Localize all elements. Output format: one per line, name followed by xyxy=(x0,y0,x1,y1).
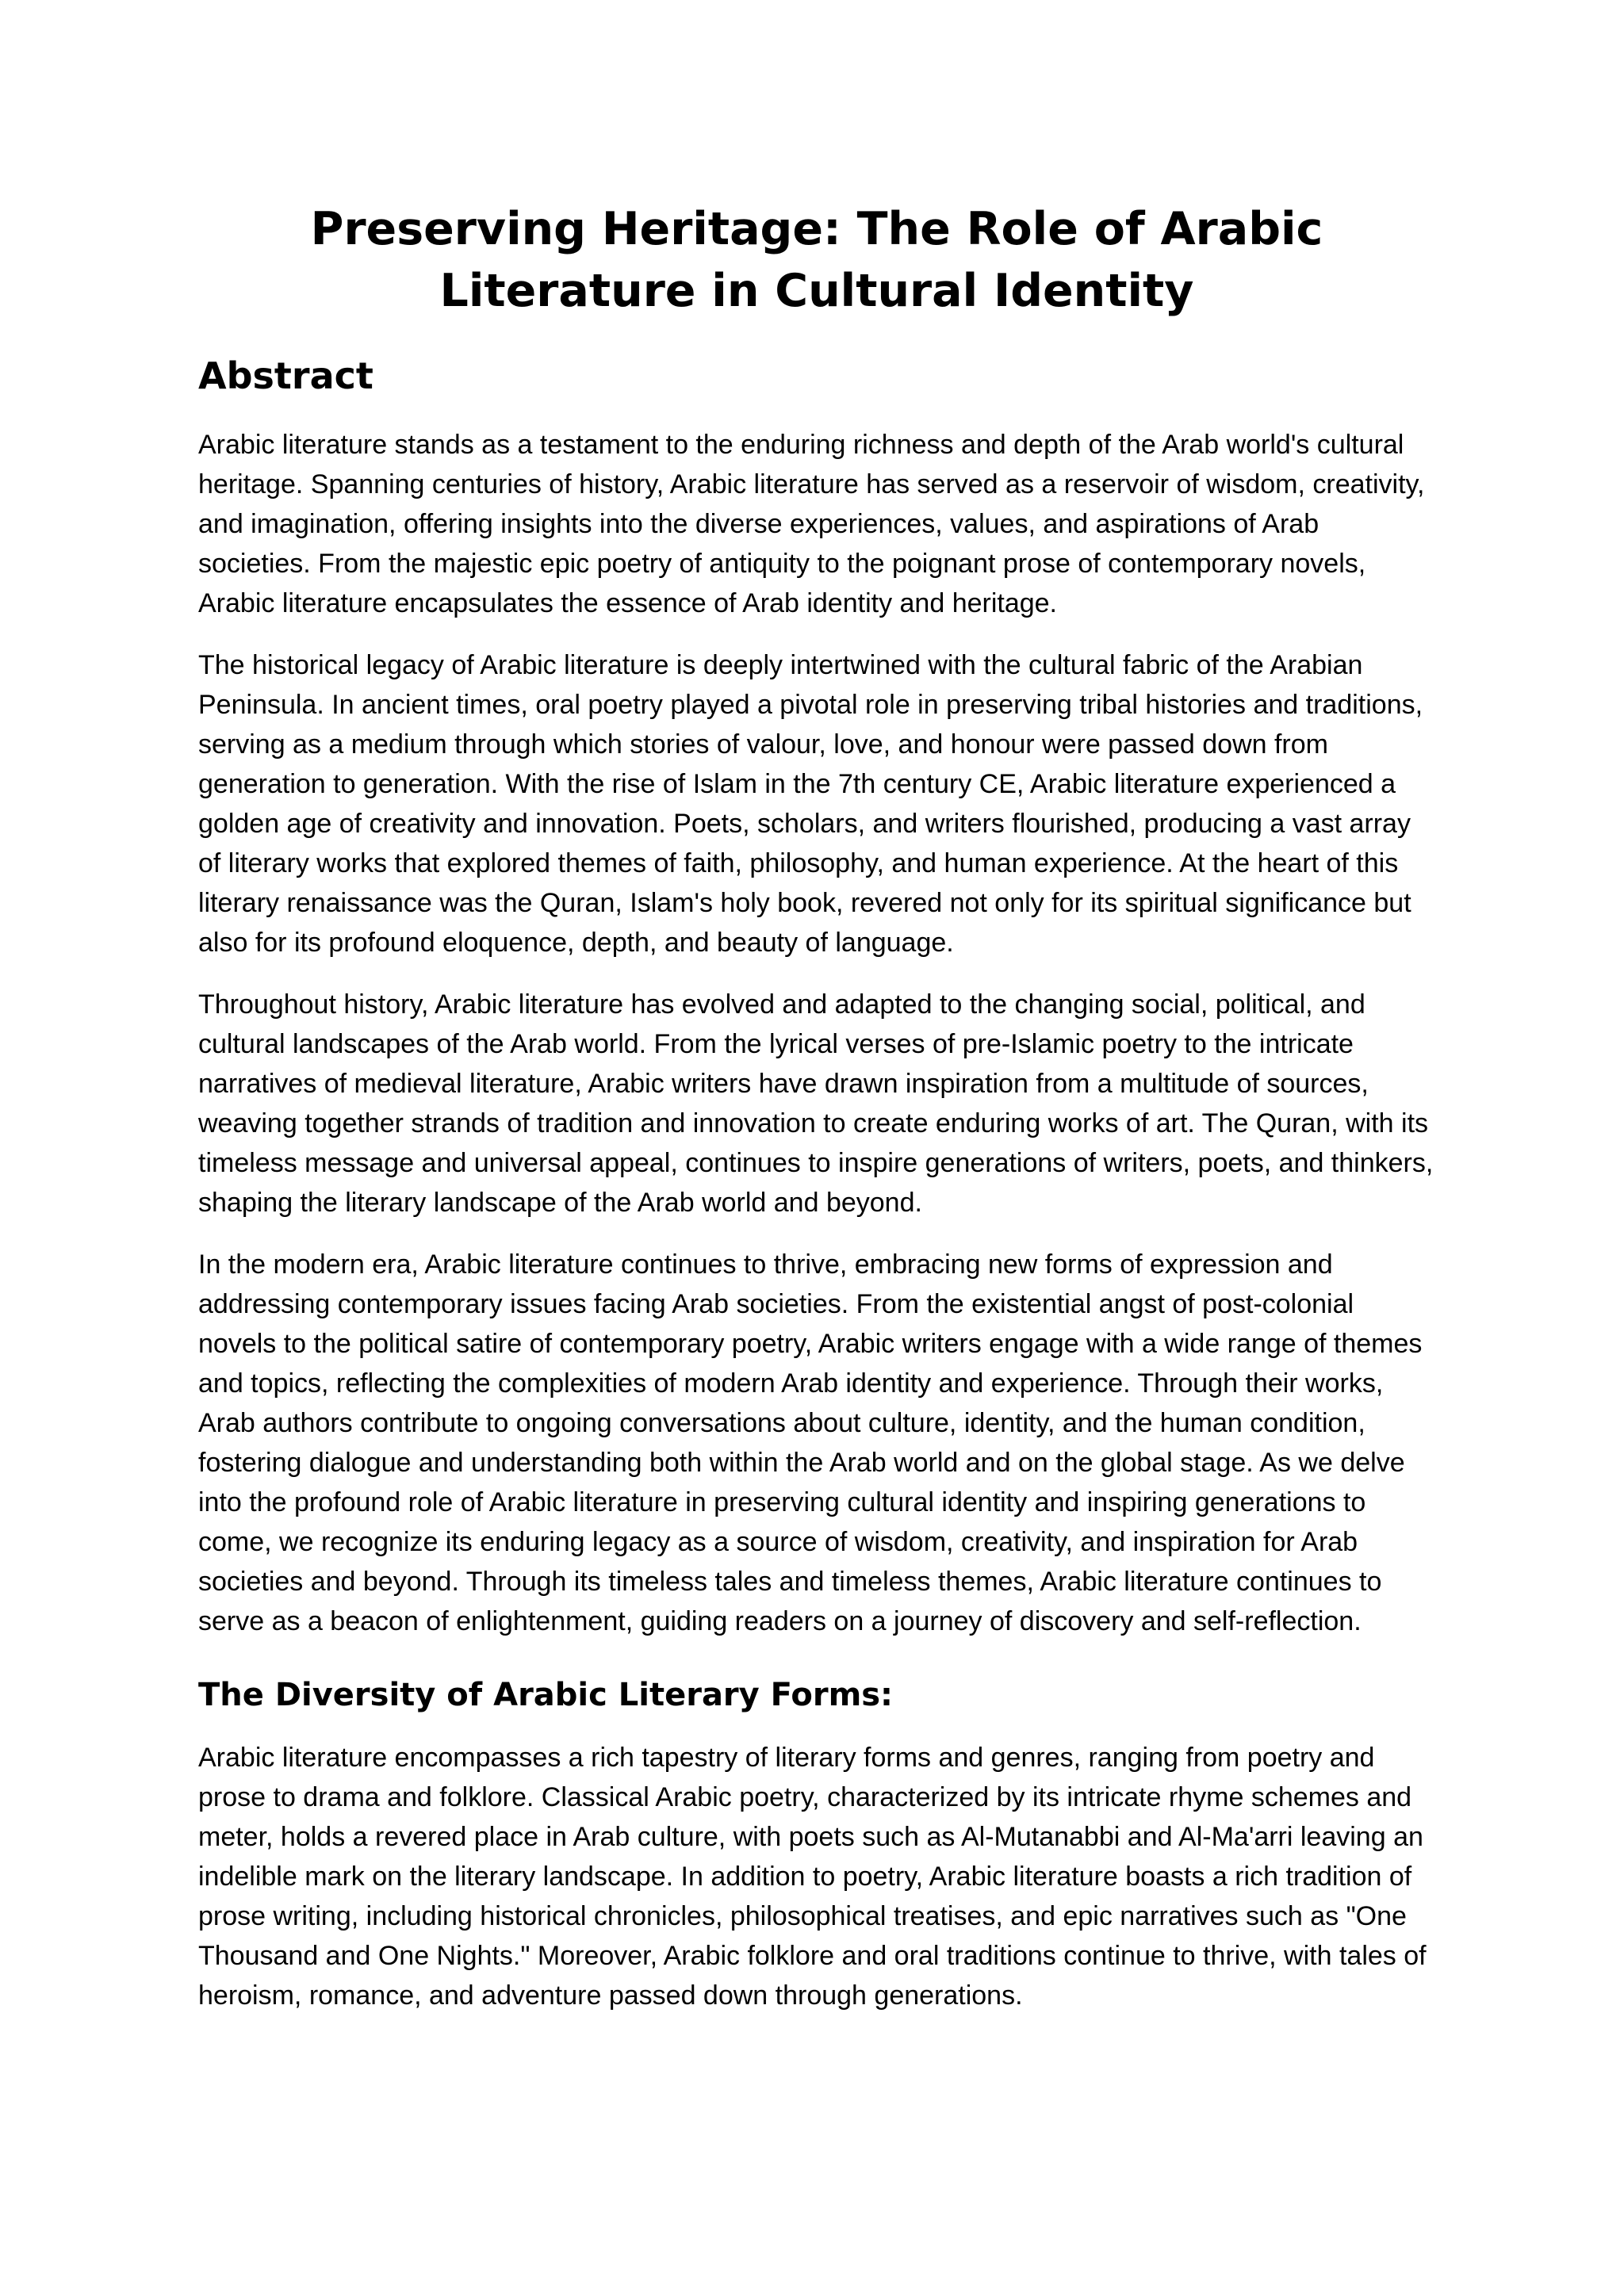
section-heading-diversity: The Diversity of Arabic Literary Forms: xyxy=(198,1677,894,1713)
abstract-paragraph-1: Arabic literature stands as a testament to the enduring richness and depth of the Arab world's cultural heritage. Spanning centuries of history, Arabic literature has served as a reservoir of wisdom, creativity, and imagination, offering insights into the diverse experiences, values, and aspirations of Arab societies. From the majestic epic poetry of antiquity to the poignant prose of contemporary novels, Arabic literature encapsulates the essence of Arab identity and heritage. xyxy=(198,430,1425,618)
abstract-paragraph-2: The historical legacy of Arabic literature is deeply intertwined with the cultural fabric of the Arabian Peninsula. In ancient times, oral poetry played a pivotal role in preserving tribal histories and traditions, serving as a medium through which stories of valour, love, and honour were passed down from generation to generation. With the rise of Islam in the 7th century CE, Arabic literature experienced a golden age of creativity and innovation. Poets, scholars, and writers flourished, producing a vast array of literary works that explored themes of faith, philosophy, and human experience. At the heart of this literary renaissance was the Quran, Islam's holy book, revered not only for its spiritual significance but also for its profound eloquence, depth, and beauty of language. xyxy=(198,650,1423,958)
document-title: Preserving Heritage: The Role of Arabic Literature in Cultural Identity xyxy=(310,203,1323,317)
abstract-paragraph-3: Throughout history, Arabic literature has evolved and adapted to the changing social, political, and cultural landscapes of the Arab world. From the lyrical verses of pre-Islamic poetry to the intricate narratives of medieval literature, Arabic writers have drawn inspiration from a multitude of sources, weaving together strands of tradition and innovation to create enduring works of art. The Quran, with its timeless message and universal appeal, continues to inspire generations of writers, poets, and thinkers, shaping the literary landscape of the Arab world and beyond. xyxy=(198,989,1434,1218)
document-content xyxy=(198,198,1435,2038)
section-heading-abstract: Abstract xyxy=(198,354,373,397)
abstract-paragraph-4: In the modern era, Arabic literature continues to thrive, embracing new forms of expression and addressing contemporary issues facing Arab societies. From the existential angst of post-colonial novels to the political satire of contemporary poetry, Arabic writers engage with a wide range of themes and topics, reflecting the complexities of modern Arab identity and experience. Through their works, Arab authors contribute to ongoing conversations about culture, identity, and the human condition, fostering dialogue and understanding both within the Arab world and on the global stage. As we delve into the profound role of Arabic literature in preserving cultural identity and inspiring generations to come, we recognize its enduring legacy as a source of wisdom, creativity, and inspiration for Arab societies and beyond. Through its timeless tales and timeless themes, Arabic literature continues to serve as a beacon of enlightenment, guiding readers on a journey of discovery and self-reflection. xyxy=(198,1249,1423,1636)
diversity-paragraph-1: Arabic literature encompasses a rich tapestry of literary forms and genres, ranging from poetry and prose to drama and folklore. Classical Arabic poetry, characterized by its intricate rhyme schemes and meter, holds a revered place in Arab culture, with poets such as Al-Mutanabbi and Al-Ma'arri leaving an indelible mark on the literary landscape. In addition to poetry, Arabic literature boasts a rich tradition of prose writing, including historical chronicles, philosophical treatises, and epic narratives such as "One Thousand and One Nights." Moreover, Arabic folklore and oral traditions continue to thrive, with tales of heroism, romance, and adventure passed down through generations. xyxy=(198,1743,1427,2011)
